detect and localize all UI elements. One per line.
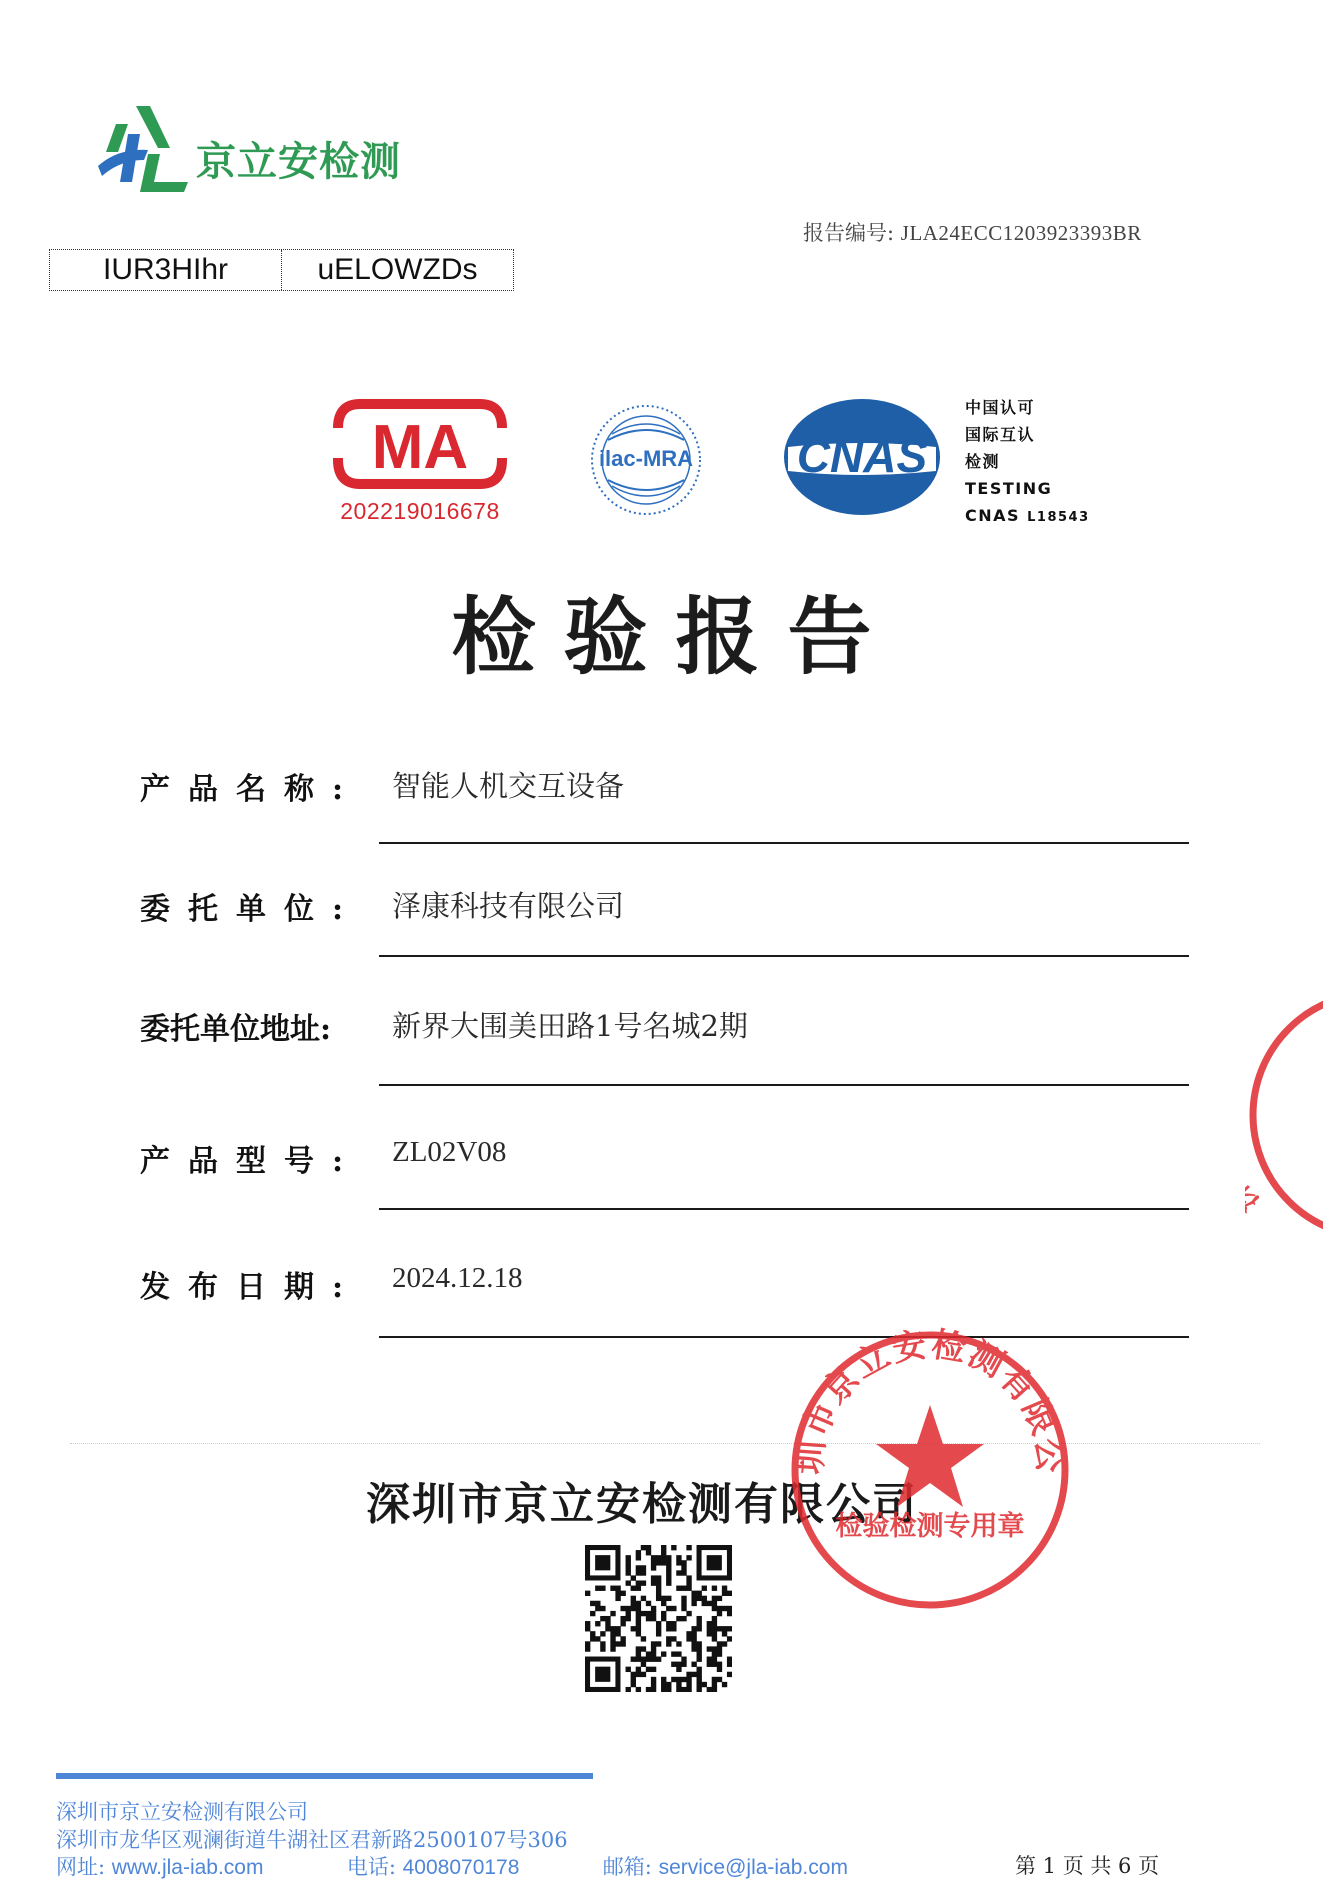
cnas-logo-icon xyxy=(780,395,950,520)
field-value-client: 泽康科技有限公司 xyxy=(392,889,625,923)
official-stamp-icon xyxy=(780,1320,1080,1620)
cnas-line-1: 中国认可 xyxy=(965,398,1036,417)
stamp-bottom-text: 检验检测专用章 xyxy=(835,1511,1025,1542)
edge-stamp xyxy=(1245,985,1323,1245)
cnas-label: CNAS xyxy=(965,506,1021,525)
verification-code-box xyxy=(49,249,514,291)
phone-value: 4008070178 xyxy=(402,1856,520,1879)
cnas-line-3: 检测 xyxy=(965,452,1001,471)
footer-contact xyxy=(56,1851,848,1881)
footer-address: 深圳市龙华区观澜街道牛湖社区君新路2500107号306 xyxy=(56,1828,568,1852)
web-link[interactable]: www.jla-iab.com xyxy=(111,1856,264,1879)
cnas-side-text xyxy=(965,394,1090,531)
footer-company: 深圳市京立安检测有限公司 xyxy=(56,1800,308,1824)
field-label-model: 产品型号: xyxy=(140,1144,362,1179)
logo-text: 京立安检测 xyxy=(196,139,401,185)
stamp-ring-text: 圳市京立安检测有限公 xyxy=(790,1324,1070,1476)
official-stamp xyxy=(780,1320,1080,1620)
footer-bar xyxy=(56,1773,593,1779)
field-value-model: ZL02V08 xyxy=(392,1136,507,1168)
divider xyxy=(70,1443,1260,1444)
page-number: 第 1 页 共 6 页 xyxy=(1015,1854,1160,1878)
jla-logo-icon xyxy=(88,104,198,199)
cnas-line-4: TESTING xyxy=(965,479,1053,498)
ilac-mra-mark xyxy=(586,400,706,520)
report-number-label: 报告编号: xyxy=(803,221,895,245)
cnas-mark xyxy=(780,395,950,520)
cma-number: 202219016678 xyxy=(340,498,500,524)
verification-code-1: IUR3HIhr xyxy=(50,250,282,290)
field-value-issue-date: 2024.12.18 xyxy=(392,1262,523,1294)
field-underline xyxy=(379,1084,1189,1086)
cnas-line-5 xyxy=(965,502,1090,531)
field-value-product-name: 智能人机交互设备 xyxy=(392,769,625,803)
field-value-client-address: 新界大围美田路1号名城2期 xyxy=(392,1009,748,1043)
svg-text:CNAS: CNAS xyxy=(796,430,928,482)
document-title: 检验报告 xyxy=(451,587,900,686)
field-label-issue-date: 发布日期: xyxy=(140,1270,362,1305)
field-underline xyxy=(379,842,1189,844)
svg-text:MA: MA xyxy=(371,413,469,482)
field-label-client: 委托单位: xyxy=(140,892,362,927)
qr-code-icon xyxy=(585,1545,732,1692)
report-number-value: JLA24ECC1203923393BR xyxy=(900,221,1142,245)
report-number xyxy=(803,217,1142,247)
field-label-client-address: 委托单位地址: xyxy=(140,1012,332,1047)
svg-text:ilac-MRA: ilac-MRA xyxy=(598,446,694,471)
cma-mark xyxy=(330,398,510,528)
web-label: 网址: xyxy=(56,1855,106,1879)
edge-stamp-icon xyxy=(1245,985,1323,1245)
company-logo xyxy=(88,104,418,199)
field-underline xyxy=(379,955,1189,957)
cma-logo-icon xyxy=(330,398,510,498)
phone-label: 电话: xyxy=(346,1855,396,1879)
issuer-company-name: 深圳市京立安检测有限公司 xyxy=(366,1479,918,1530)
verification-code-2: uELOWZDs xyxy=(317,253,478,286)
field-label-product-name: 产品名称: xyxy=(140,772,362,807)
field-underline xyxy=(379,1208,1189,1210)
email-link[interactable]: service@jla-iab.com xyxy=(658,1856,848,1879)
ilac-mra-logo-icon xyxy=(586,400,706,520)
cnas-code: L18543 xyxy=(1027,510,1090,525)
qr-code[interactable] xyxy=(585,1545,732,1692)
email-label: 邮箱: xyxy=(602,1855,652,1879)
cnas-line-2: 国际互认 xyxy=(965,425,1036,444)
